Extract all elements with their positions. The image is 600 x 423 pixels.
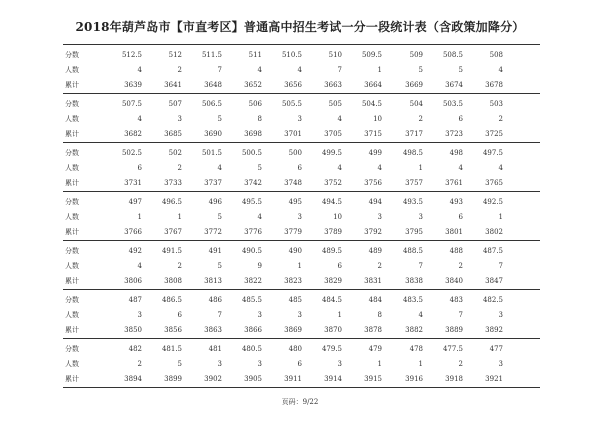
- table-cell: 508: [489, 51, 503, 59]
- table-cell: 5: [177, 360, 182, 368]
- row-label: 分数: [65, 51, 79, 59]
- table-cell: 3765: [485, 179, 503, 187]
- table-cell: 3: [257, 311, 262, 319]
- table-cell: 3: [217, 360, 222, 368]
- table-cell: 483: [449, 296, 463, 304]
- row-label: 分数: [65, 247, 79, 255]
- table-cell: 6: [177, 311, 182, 319]
- table-cell: 509: [409, 51, 423, 59]
- table-cell: 3808: [164, 277, 182, 285]
- table-cell: 3: [418, 213, 423, 221]
- table-cell: 482.5: [482, 296, 503, 304]
- table-cell: 495.5: [241, 198, 262, 206]
- table-cell: 3776: [244, 228, 262, 236]
- table-cell: 3715: [364, 130, 382, 138]
- table-cell: 3882: [405, 326, 423, 334]
- cumulative-row: [63, 322, 540, 338]
- table-cell: 4: [498, 66, 503, 74]
- table-cell: 3806: [124, 277, 142, 285]
- table-cell: 6: [458, 115, 463, 123]
- table-cell: 3682: [124, 130, 142, 138]
- row-label: 人数: [65, 66, 79, 74]
- table-cell: 477: [489, 345, 503, 353]
- table-cell: 6: [458, 213, 463, 221]
- row-label: 累计: [65, 130, 79, 138]
- table-cell: 489: [368, 247, 382, 255]
- table-cell: 3905: [244, 375, 262, 383]
- table-cell: 6: [297, 164, 302, 172]
- table-cell: 2: [177, 66, 182, 74]
- table-cell: 4: [137, 262, 142, 270]
- table-cell: 2: [458, 262, 463, 270]
- table-block: [63, 142, 540, 191]
- table-cell: 1: [337, 311, 342, 319]
- table-cell: 3840: [445, 277, 463, 285]
- table-cell: 498: [449, 149, 463, 157]
- table-cell: 3889: [445, 326, 463, 334]
- table-cell: 481: [208, 345, 222, 353]
- table-cell: 486.5: [161, 296, 182, 304]
- table-cell: 4: [257, 213, 262, 221]
- table-cell: 3674: [445, 81, 463, 89]
- table-cell: 499: [368, 149, 382, 157]
- table-cell: 3639: [124, 81, 142, 89]
- table-block: [63, 44, 540, 93]
- cumulative-row: [63, 371, 540, 387]
- cumulative-row: [63, 273, 540, 289]
- score-row: [63, 47, 540, 63]
- table-cell: 3838: [405, 277, 423, 285]
- table-cell: 496.5: [161, 198, 182, 206]
- cumulative-row: [63, 224, 540, 240]
- table-cell: 509.5: [361, 51, 382, 59]
- table-cell: 3863: [204, 326, 222, 334]
- table-cell: 3756: [364, 179, 382, 187]
- row-label: 累计: [65, 228, 79, 236]
- table-cell: 3870: [324, 326, 342, 334]
- table-cell: 498.5: [402, 149, 423, 157]
- table-block: [63, 191, 540, 240]
- table-cell: 7: [217, 66, 222, 74]
- table-cell: 2: [137, 360, 142, 368]
- table-cell: 3902: [204, 375, 222, 383]
- count-row: [63, 356, 540, 372]
- table-cell: 487: [128, 296, 142, 304]
- table-cell: 5: [217, 213, 222, 221]
- count-row: [63, 209, 540, 225]
- table-cell: 1: [177, 213, 182, 221]
- row-label: 人数: [65, 115, 79, 123]
- table-cell: 3766: [124, 228, 142, 236]
- table-cell: 512: [168, 51, 182, 59]
- table-cell: 493: [449, 198, 463, 206]
- table-cell: 3795: [405, 228, 423, 236]
- table-cell: 7: [337, 66, 342, 74]
- table-cell: 2: [498, 115, 503, 123]
- table-cell: 3911: [284, 375, 302, 383]
- table-cell: 5: [217, 262, 222, 270]
- table-cell: 497: [128, 198, 142, 206]
- table-cell: 3801: [445, 228, 463, 236]
- table-cell: 3698: [244, 130, 262, 138]
- table-cell: 3717: [405, 130, 423, 138]
- count-row: [63, 258, 540, 274]
- table-cell: 3725: [485, 130, 503, 138]
- table-cell: 3813: [204, 277, 222, 285]
- table-cell: 485.5: [241, 296, 262, 304]
- table-cell: 1: [297, 262, 302, 270]
- table-cell: 1: [418, 360, 423, 368]
- table-cell: 2: [458, 360, 463, 368]
- table-cell: 3737: [204, 179, 222, 187]
- table-cell: 3899: [164, 375, 182, 383]
- table-cell: 511: [248, 51, 262, 59]
- table-cell: 492: [128, 247, 142, 255]
- count-row: [63, 307, 540, 323]
- table-cell: 1: [498, 213, 503, 221]
- table-cell: 479.5: [321, 345, 342, 353]
- score-row: [63, 243, 540, 259]
- row-label: 人数: [65, 213, 79, 221]
- row-label: 分数: [65, 198, 79, 206]
- table-cell: 5: [257, 164, 262, 172]
- table-cell: 4: [217, 164, 222, 172]
- table-cell: 3878: [364, 326, 382, 334]
- table-cell: 4: [297, 66, 302, 74]
- table-cell: 6: [137, 164, 142, 172]
- table-cell: 480.5: [241, 345, 262, 353]
- table-cell: 3831: [364, 277, 382, 285]
- table-cell: 3829: [324, 277, 342, 285]
- table-cell: 3: [337, 360, 342, 368]
- table-cell: 488.5: [402, 247, 423, 255]
- table-cell: 3772: [204, 228, 222, 236]
- table-cell: 480: [288, 345, 302, 353]
- count-row: [63, 111, 540, 127]
- table-cell: 497.5: [482, 149, 503, 157]
- row-label: 累计: [65, 179, 79, 187]
- table-block: [63, 93, 540, 142]
- table-cell: 10: [333, 213, 342, 221]
- cumulative-row: [63, 77, 540, 93]
- table-cell: 503.5: [442, 100, 463, 108]
- table-cell: 3664: [364, 81, 382, 89]
- table-cell: 3669: [405, 81, 423, 89]
- table-cell: 491: [208, 247, 222, 255]
- table-cell: 3856: [164, 326, 182, 334]
- table-cell: 3705: [324, 130, 342, 138]
- table-cell: 479: [368, 345, 382, 353]
- table-cell: 488: [449, 247, 463, 255]
- table-cell: 506: [248, 100, 262, 108]
- row-label: 人数: [65, 360, 79, 368]
- table-cell: 3641: [164, 81, 182, 89]
- table-cell: 4: [498, 164, 503, 172]
- table-cell: 3914: [324, 375, 342, 383]
- table-cell: 9: [257, 262, 262, 270]
- table-cell: 3748: [284, 179, 302, 187]
- table-cell: 492.5: [482, 198, 503, 206]
- row-label: 分数: [65, 345, 79, 353]
- table-cell: 477.5: [442, 345, 463, 353]
- table-cell: 3648: [204, 81, 222, 89]
- table-cell: 3752: [324, 179, 342, 187]
- table-cell: 4: [137, 115, 142, 123]
- table-cell: 512.5: [121, 51, 142, 59]
- table-cell: 2: [377, 262, 382, 270]
- table-cell: 2: [177, 164, 182, 172]
- table-cell: 7: [217, 311, 222, 319]
- table-cell: 508.5: [442, 51, 463, 59]
- table-cell: 3690: [204, 130, 222, 138]
- table-cell: 3742: [244, 179, 262, 187]
- cumulative-row: [63, 175, 540, 191]
- table-cell: 510: [328, 51, 342, 59]
- table-cell: 3892: [485, 326, 503, 334]
- row-label: 累计: [65, 326, 79, 334]
- table-cell: 499.5: [321, 149, 342, 157]
- table-cell: 494.5: [321, 198, 342, 206]
- page-title: 2018年葫芦岛市【市直考区】普通高中招生考试一分一段统计表（含政策加降分）: [75, 20, 525, 34]
- table-cell: 7: [498, 262, 503, 270]
- row-label: 累计: [65, 81, 79, 89]
- table-cell: 505.5: [281, 100, 302, 108]
- table-cell: 3701: [284, 130, 302, 138]
- table-cell: 3: [297, 311, 302, 319]
- table-cell: 504: [409, 100, 423, 108]
- table-cell: 6: [337, 262, 342, 270]
- table-cell: 4: [337, 164, 342, 172]
- table-cell: 3733: [164, 179, 182, 187]
- table-cell: 3: [377, 213, 382, 221]
- table-cell: 5: [217, 115, 222, 123]
- table-cell: 505: [328, 100, 342, 108]
- table-cell: 3866: [244, 326, 262, 334]
- table-cell: 502: [168, 149, 182, 157]
- table-cell: 4: [137, 66, 142, 74]
- table-cell: 3823: [284, 277, 302, 285]
- count-row: [63, 160, 540, 176]
- table-cell: 3685: [164, 130, 182, 138]
- table-cell: 3: [297, 213, 302, 221]
- table-cell: 3779: [284, 228, 302, 236]
- table-cell: 3757: [405, 179, 423, 187]
- table-block: [63, 289, 540, 338]
- table-cell: 486: [208, 296, 222, 304]
- table-cell: 504.5: [361, 100, 382, 108]
- table-cell: 5: [418, 66, 423, 74]
- row-label: 人数: [65, 311, 79, 319]
- table-cell: 3894: [124, 375, 142, 383]
- table-cell: 3850: [124, 326, 142, 334]
- table-cell: 3: [498, 311, 503, 319]
- table-cell: 500: [288, 149, 302, 157]
- row-label: 累计: [65, 375, 79, 383]
- table-cell: 494: [368, 198, 382, 206]
- table-cell: 4: [337, 115, 342, 123]
- table-cell: 1: [418, 164, 423, 172]
- table-cell: 3916: [405, 375, 423, 383]
- table-cell: 2: [177, 262, 182, 270]
- table-cell: 495: [288, 198, 302, 206]
- score-row: [63, 341, 540, 357]
- table-cell: 481.5: [161, 345, 182, 353]
- table-block: [63, 240, 540, 289]
- row-label: 分数: [65, 296, 79, 304]
- table-cell: 10: [373, 115, 382, 123]
- table-cell: 3: [137, 311, 142, 319]
- table-cell: 3731: [124, 179, 142, 187]
- table-cell: 484: [368, 296, 382, 304]
- table-block: [63, 338, 540, 388]
- table-cell: 507: [168, 100, 182, 108]
- table-cell: 5: [458, 66, 463, 74]
- table-cell: 489.5: [321, 247, 342, 255]
- table-cell: 3: [257, 360, 262, 368]
- table-cell: 482: [128, 345, 142, 353]
- table-cell: 3656: [284, 81, 302, 89]
- table-cell: 7: [458, 311, 463, 319]
- table-cell: 478: [409, 345, 423, 353]
- table-cell: 1: [377, 66, 382, 74]
- score-row: [63, 292, 540, 308]
- count-row: [63, 62, 540, 78]
- table-cell: 3678: [485, 81, 503, 89]
- table-cell: 484.5: [321, 296, 342, 304]
- score-row: [63, 194, 540, 210]
- table-cell: 3: [498, 360, 503, 368]
- row-label: 分数: [65, 149, 79, 157]
- table-cell: 3652: [244, 81, 262, 89]
- table-cell: 4: [458, 164, 463, 172]
- table-cell: 487.5: [482, 247, 503, 255]
- table-cell: 490: [288, 247, 302, 255]
- row-label: 人数: [65, 262, 79, 270]
- table-cell: 500.5: [241, 149, 262, 157]
- table-cell: 506.5: [201, 100, 222, 108]
- table-cell: 491.5: [161, 247, 182, 255]
- score-row: [63, 96, 540, 112]
- table-cell: 3915: [364, 375, 382, 383]
- table-cell: 3761: [445, 179, 463, 187]
- table-cell: 510.5: [281, 51, 302, 59]
- table-cell: 7: [418, 262, 423, 270]
- table-cell: 3869: [284, 326, 302, 334]
- cumulative-row: [63, 126, 540, 142]
- table-cell: 503: [489, 100, 503, 108]
- table-cell: 8: [377, 311, 382, 319]
- score-distribution-table: [63, 44, 540, 388]
- score-row: [63, 145, 540, 161]
- table-cell: 502.5: [121, 149, 142, 157]
- table-cell: 3789: [324, 228, 342, 236]
- table-cell: 496: [208, 198, 222, 206]
- table-cell: 6: [297, 360, 302, 368]
- table-cell: 490.5: [241, 247, 262, 255]
- page-number: 页码：9/22: [281, 398, 319, 406]
- table-cell: 507.5: [121, 100, 142, 108]
- row-label: 人数: [65, 164, 79, 172]
- table-cell: 501.5: [201, 149, 222, 157]
- table-cell: 4: [418, 311, 423, 319]
- table-cell: 3723: [445, 130, 463, 138]
- table-cell: 3: [297, 115, 302, 123]
- table-cell: 3921: [485, 375, 503, 383]
- table-cell: 3918: [445, 375, 463, 383]
- table-cell: 511.5: [201, 51, 222, 59]
- table-cell: 483.5: [402, 296, 423, 304]
- table-cell: 485: [288, 296, 302, 304]
- table-cell: 4: [377, 164, 382, 172]
- row-label: 累计: [65, 277, 79, 285]
- table-cell: 3: [177, 115, 182, 123]
- table-cell: 3792: [364, 228, 382, 236]
- table-cell: 4: [257, 66, 262, 74]
- table-cell: 3802: [485, 228, 503, 236]
- row-label: 分数: [65, 100, 79, 108]
- table-cell: 3822: [244, 277, 262, 285]
- table-cell: 3767: [164, 228, 182, 236]
- table-cell: 3663: [324, 81, 342, 89]
- table-cell: 1: [137, 213, 142, 221]
- table-cell: 8: [257, 115, 262, 123]
- table-cell: 3847: [485, 277, 503, 285]
- table-cell: 1: [377, 360, 382, 368]
- table-cell: 493.5: [402, 198, 423, 206]
- table-cell: 2: [418, 115, 423, 123]
